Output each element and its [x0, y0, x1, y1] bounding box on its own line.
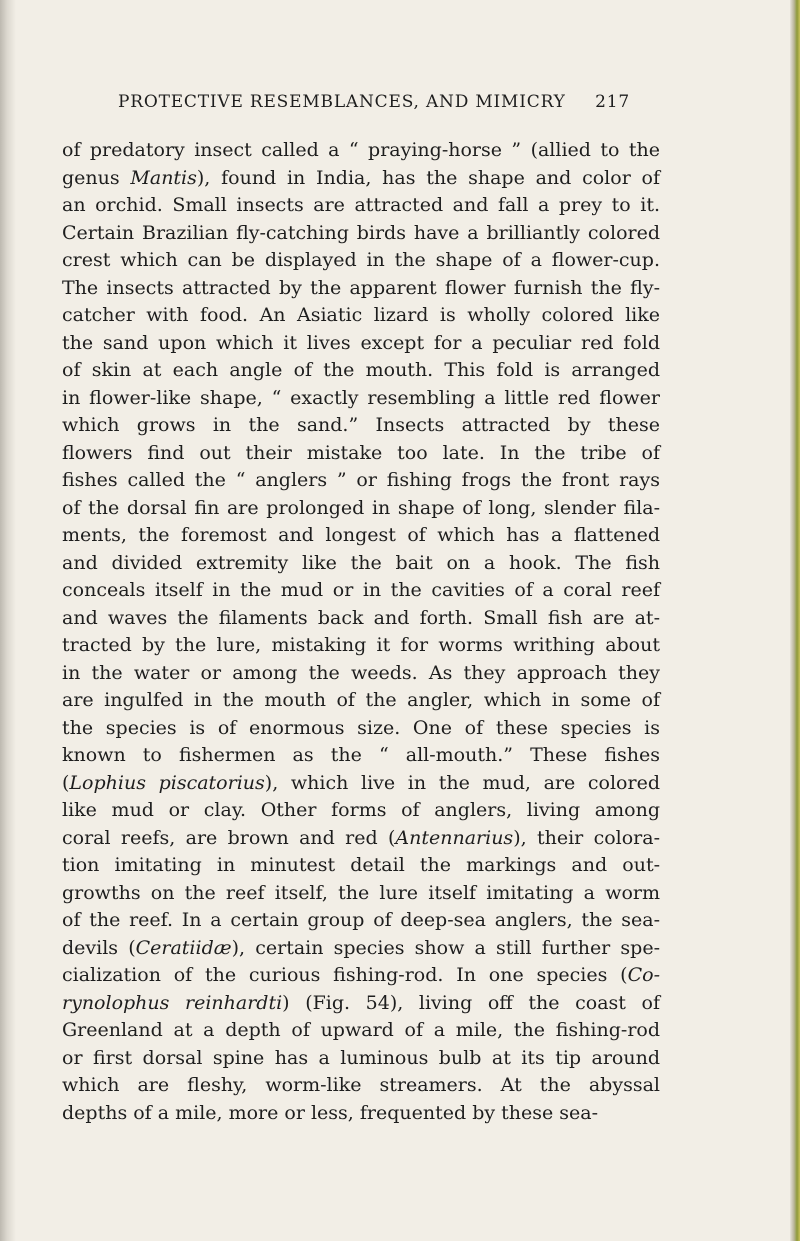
- italic-term: Ceratiidæ: [135, 936, 232, 959]
- text-run: of skin at each angle of the mouth. This fold is arranged: [62, 359, 660, 381]
- text-line: [62, 357, 660, 385]
- text-run: cialization of the curious fishing-rod. In one species (: [62, 964, 628, 986]
- text-run: are ingulfed in the mouth of the angler, which in some of: [62, 689, 660, 711]
- text-line: [62, 467, 660, 495]
- italic-term: rynolophus reinhardti: [62, 991, 283, 1014]
- text-line: [62, 1017, 660, 1045]
- text-line: [62, 852, 660, 880]
- text-run: in the water or among the weeds. As they approach they: [62, 661, 660, 684]
- text-run: and waves the filaments back and forth. Small fish are at-: [62, 606, 660, 629]
- text-line: [62, 962, 660, 990]
- text-run: like mud or clay. Other forms of anglers, living among: [62, 799, 660, 821]
- text-line: [62, 770, 660, 798]
- text-line: [62, 715, 660, 743]
- text-line: [62, 165, 660, 193]
- running-header: [118, 92, 630, 112]
- text-run: in flower-like shape, “ exactly resembling a little red flower: [62, 386, 660, 409]
- running-header-title: PROTECTIVE RESEMBLANCES, AND MIMICRY: [118, 92, 566, 112]
- text-line: [62, 302, 660, 330]
- text-line: [62, 660, 660, 688]
- text-run: ), which live in the mud, are colored: [264, 771, 660, 794]
- text-run: of predatory insect called a “ praying-horse ” (allied to the: [62, 139, 660, 161]
- text-line: [62, 522, 660, 550]
- text-run: fishes called the “ anglers ” or fishing frogs the front rays: [62, 469, 660, 491]
- text-line: [62, 137, 660, 165]
- text-run: growths on the reef itself, the lure itself imitating a worm: [62, 881, 660, 904]
- text-run: crest which can be displayed in the shape of a flower-cup.: [62, 249, 660, 271]
- body-text: [62, 137, 660, 1127]
- text-run: of the dorsal fin are prolonged in shape of long, slender fila-: [62, 496, 660, 519]
- text-line: [62, 440, 660, 468]
- text-line: [62, 935, 660, 963]
- text-line: [62, 550, 660, 578]
- text-run: flowers find out their mistake too late. In the tribe of: [62, 441, 660, 464]
- text-line: [62, 275, 660, 303]
- text-line: [62, 330, 660, 358]
- text-line: [62, 192, 660, 220]
- text-line: [62, 990, 660, 1018]
- text-run: or first dorsal spine has a luminous bulb at its tip around: [62, 1046, 660, 1069]
- text-run: devils (: [62, 936, 136, 959]
- text-line: [62, 220, 660, 248]
- text-run: the species is of enormous size. One of these species is: [62, 716, 660, 739]
- text-run: tion imitating in minutest detail the markings and out-: [62, 854, 660, 876]
- text-run: and divided extremity like the bait on a hook. The fish: [62, 551, 660, 574]
- italic-term: Mantis: [130, 166, 197, 189]
- text-run: conceals itself in the mud or in the cavities of a coral reef: [62, 579, 660, 601]
- text-line: [62, 412, 660, 440]
- text-line: [62, 247, 660, 275]
- text-run: of the reef. In a certain group of deep-sea anglers, the sea-: [62, 909, 660, 931]
- page-number: 217: [595, 92, 630, 112]
- text-run: ) (Fig. 54), living off the coast of: [282, 991, 660, 1014]
- text-run: ), certain species show a still further spe-: [231, 936, 660, 959]
- text-line: [62, 797, 660, 825]
- text-line: [62, 385, 660, 413]
- page-edge: [790, 0, 800, 1241]
- text-line: [62, 495, 660, 523]
- text-line: [62, 907, 660, 935]
- text-run: genus: [62, 166, 131, 189]
- text-line: [62, 605, 660, 633]
- text-line: [62, 577, 660, 605]
- text-run: (: [62, 771, 70, 794]
- text-run: the sand upon which it lives except for a peculiar red fold: [62, 331, 660, 354]
- text-run: which are fleshy, worm-like streamers. At the abyssal: [62, 1074, 660, 1096]
- text-line: [62, 632, 660, 660]
- text-line: [62, 742, 660, 770]
- text-run: tracted by the lure, mistaking it for worms writhing about: [62, 634, 660, 656]
- italic-term: Antennarius: [395, 826, 514, 849]
- text-run: known to fishermen as the “ all-mouth.” These fishes: [62, 744, 660, 766]
- text-run: which grows in the sand.” Insects attracted by these: [62, 414, 660, 436]
- italic-term: Co-: [627, 964, 660, 986]
- text-run: ments, the foremost and longest of which has a flattened: [62, 524, 660, 546]
- italic-term: Lophius piscatorius: [69, 771, 265, 794]
- text-line: [62, 687, 660, 715]
- text-line: [62, 1100, 660, 1128]
- text-run: The insects attracted by the apparent flower furnish the fly-: [62, 276, 660, 299]
- text-run: ), found in India, has the shape and color of: [196, 166, 661, 189]
- text-run: depths of a mile, more or less, frequented by these sea-: [62, 1101, 599, 1124]
- page-gutter-shadow: [0, 0, 16, 1241]
- text-line: [62, 1072, 660, 1100]
- text-line: [62, 1045, 660, 1073]
- text-line: [62, 825, 660, 853]
- text-run: catcher with food. An Asiatic lizard is wholly colored like: [62, 304, 660, 326]
- text-run: ), their colora-: [513, 826, 660, 849]
- text-run: Certain Brazilian fly-catching birds have a brilliantly colored: [62, 221, 660, 244]
- text-line: [62, 880, 660, 908]
- text-run: Greenland at a depth of upward of a mile, the fishing-rod: [62, 1019, 660, 1041]
- text-run: coral reefs, are brown and red (: [62, 826, 396, 849]
- text-run: an orchid. Small insects are attracted and fall a prey to it.: [62, 194, 660, 216]
